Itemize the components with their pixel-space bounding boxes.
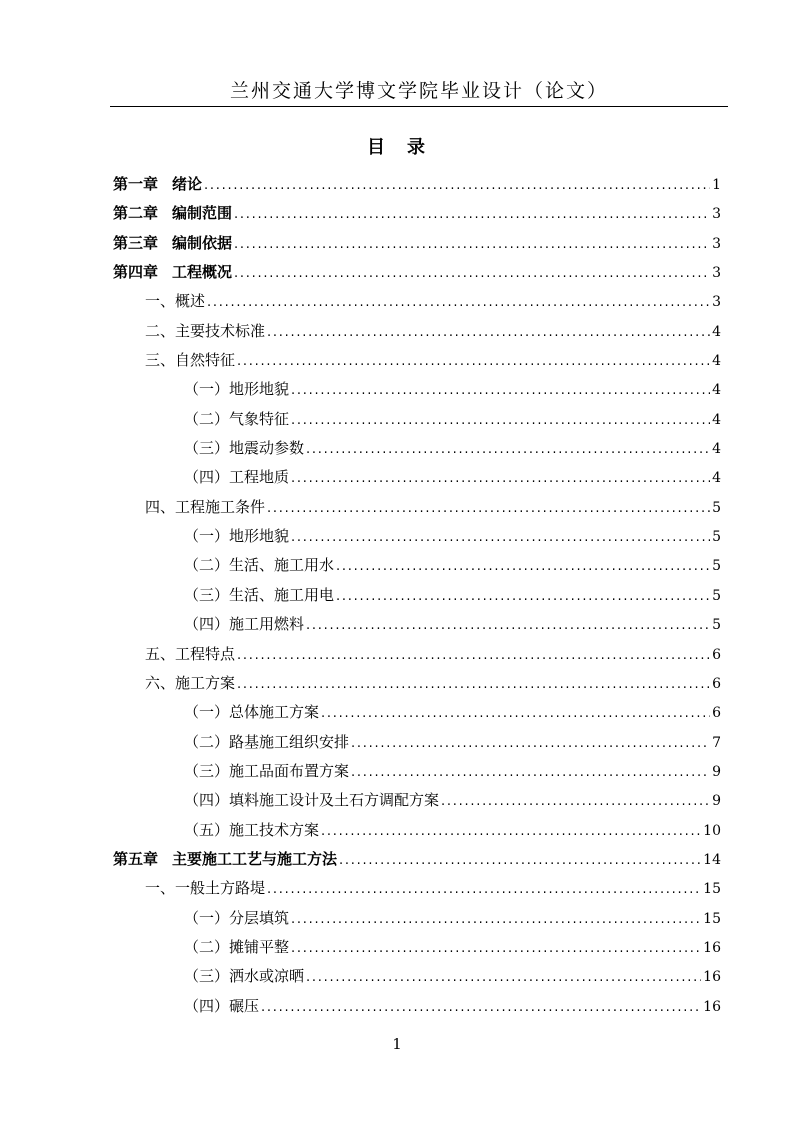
toc-entry-page: 1 [712, 177, 721, 193]
toc-entry-label [184, 522, 289, 551]
toc-entry-label [184, 904, 289, 933]
toc-entry[interactable] [113, 757, 721, 786]
toc-entry-page: 9 [712, 763, 721, 780]
toc-entry-label [113, 258, 232, 287]
toc-entry-page: 3 [712, 206, 721, 223]
toc-leader-dots [234, 230, 710, 259]
toc-entry-title: （五）施工技术方案 [184, 820, 320, 839]
toc-entry-page: 15 [703, 881, 721, 898]
toc-entry-title: 五、工程特点 [145, 644, 236, 663]
toc-entry-label [184, 463, 289, 492]
toc-leader-dots [441, 787, 710, 816]
toc-leader-dots [237, 641, 710, 670]
toc-entry-page: 4 [712, 323, 721, 340]
toc-entry-page: 9 [712, 793, 721, 810]
toc-entry-title: 绪论 [172, 175, 203, 193]
toc-entry-page: 10 [703, 822, 721, 839]
toc-entry-page: 4 [712, 353, 721, 370]
toc-entry[interactable] [113, 816, 721, 845]
toc-entry-label [113, 229, 232, 258]
toc-entry-page: 4 [712, 411, 721, 428]
toc-entry[interactable] [113, 874, 721, 903]
toc-entry-title: （三）施工品面布置方案 [184, 761, 350, 780]
toc-title-left: 目 [367, 137, 387, 158]
header-rule [110, 106, 728, 107]
toc-entry[interactable] [113, 933, 721, 962]
toc-entry[interactable] [113, 229, 721, 258]
toc-entry-title: 一、一般土方路堤 [145, 879, 266, 898]
toc-entry[interactable] [113, 904, 721, 933]
toc-entry[interactable] [113, 522, 721, 551]
toc-entry-title: 编制依据 [172, 233, 233, 252]
toc-leader-dots [261, 993, 701, 1022]
toc-chapter-number: 第四章 [113, 263, 159, 282]
toc-entry[interactable] [113, 493, 721, 522]
toc-leader-dots [291, 934, 701, 963]
toc-entry-title: （二）气象特征 [184, 409, 290, 428]
table-of-contents [113, 170, 721, 1021]
toc-entry[interactable] [113, 375, 721, 404]
toc-leader-dots [351, 758, 710, 787]
toc-leader-dots [291, 523, 710, 552]
toc-entry-label [184, 728, 349, 757]
toc-entry-title: 工程概况 [172, 263, 233, 282]
toc-entry-label [113, 199, 232, 228]
toc-entry[interactable] [113, 287, 721, 316]
toc-entry-title: 编制范围 [172, 204, 233, 223]
toc-leader-dots [336, 552, 710, 581]
toc-entry-label [184, 816, 319, 845]
toc-entry-page: 6 [712, 646, 721, 663]
toc-chapter-number: 第五章 [113, 849, 159, 868]
toc-entry[interactable] [113, 728, 721, 757]
toc-entry-page: 6 [712, 705, 721, 722]
toc-title [0, 133, 794, 159]
toc-entry-title: （一）地形地貌 [184, 527, 290, 546]
page-header: 兰州交通大学博文学院毕业设计（论文） [229, 80, 608, 102]
toc-leader-dots [267, 875, 701, 904]
toc-leader-dots [351, 729, 710, 758]
toc-entry-page: 15 [703, 910, 721, 927]
toc-entry-label [184, 405, 289, 434]
toc-entry-label [184, 375, 289, 404]
toc-entry[interactable] [113, 317, 721, 346]
toc-entry-label [184, 786, 439, 815]
toc-entry[interactable] [113, 463, 721, 492]
toc-entry[interactable] [113, 786, 721, 815]
toc-entry-page: 5 [712, 587, 721, 604]
toc-entry-page: 14 [703, 851, 721, 868]
toc-entry-page: 3 [712, 235, 721, 252]
toc-entry-page: 4 [712, 382, 721, 399]
toc-chapter-number: 第一章 [113, 175, 159, 193]
toc-entry[interactable] [113, 962, 721, 991]
toc-entry-label [184, 962, 304, 991]
toc-entry-title: （三）洒水或凉晒 [184, 967, 305, 986]
toc-leader-dots [237, 347, 710, 376]
toc-leader-dots [267, 318, 710, 347]
toc-entry-title: （二）路基施工组织安排 [184, 732, 350, 751]
toc-entry-title: （二）摊铺平整 [184, 937, 290, 956]
toc-entry[interactable] [113, 669, 721, 698]
toc-entry-title: 二、主要技术标准 [145, 321, 266, 340]
toc-entry-page: 5 [712, 558, 721, 575]
toc-entry-title: （四）施工用燃料 [184, 615, 305, 634]
toc-leader-dots [306, 435, 710, 464]
toc-entry-label [184, 434, 304, 463]
toc-entry[interactable] [113, 258, 721, 287]
toc-entry-label [145, 669, 235, 698]
toc-entry-label [184, 610, 304, 639]
toc-entry-page: 5 [712, 529, 721, 546]
toc-leader-dots [291, 464, 710, 493]
toc-leader-dots [306, 611, 710, 640]
toc-entry-label [184, 698, 319, 727]
toc-entry-title: （二）生活、施工用水 [184, 556, 335, 575]
toc-entry[interactable] [113, 698, 721, 727]
toc-leader-dots [306, 963, 701, 992]
toc-entry-label [113, 845, 337, 874]
toc-leader-dots [234, 259, 710, 288]
toc-leader-dots [291, 406, 710, 435]
toc-entry-label [184, 551, 334, 580]
toc-leader-dots [336, 582, 710, 611]
toc-entry[interactable] [113, 610, 721, 639]
toc-leader-dots [237, 670, 710, 699]
toc-entry[interactable] [113, 170, 721, 199]
toc-title-right: 录 [407, 137, 427, 158]
toc-entry-label [145, 640, 235, 669]
toc-leader-dots [291, 376, 710, 405]
toc-entry-title: （一）地形地貌 [184, 380, 290, 399]
toc-chapter-number: 第二章 [113, 204, 159, 223]
toc-entry[interactable] [113, 434, 721, 463]
toc-entry-title: （四）工程地质 [184, 468, 290, 487]
toc-leader-dots [204, 171, 710, 200]
toc-entry-title: 四、工程施工条件 [145, 497, 266, 516]
toc-entry-label [145, 317, 265, 346]
toc-entry[interactable] [113, 845, 721, 874]
toc-entry-page: 16 [703, 939, 721, 956]
toc-entry-label [184, 933, 289, 962]
toc-entry-title: （四）碾压 [184, 996, 260, 1015]
toc-leader-dots [291, 905, 701, 934]
toc-entry-page: 16 [703, 998, 721, 1015]
toc-entry-label [145, 287, 205, 316]
toc-leader-dots [321, 699, 710, 728]
toc-leader-dots [267, 494, 710, 523]
toc-entry-title: （四）填料施工设计及土石方调配方案 [184, 791, 440, 810]
toc-entry[interactable] [113, 640, 721, 669]
toc-entry-label [145, 493, 265, 522]
toc-entry-label [184, 757, 349, 786]
toc-entry-title: 主要施工工艺与施工方法 [172, 849, 338, 868]
toc-entry-page: 5 [712, 499, 721, 516]
toc-entry-page: 7 [712, 734, 721, 751]
toc-leader-dots [234, 200, 710, 229]
toc-leader-dots [207, 288, 710, 317]
toc-entry[interactable] [113, 346, 721, 375]
toc-entry-page: 4 [712, 441, 721, 458]
toc-entry-title: （一）分层填筑 [184, 908, 290, 927]
toc-entry-label [145, 874, 265, 903]
toc-entry-label [184, 992, 259, 1021]
toc-entry-title: （一）总体施工方案 [184, 703, 320, 722]
toc-entry-title: 一、概述 [145, 292, 206, 311]
toc-entry-title: （三）地震动参数 [184, 439, 305, 458]
toc-entry-label [113, 170, 202, 199]
toc-entry-title: （三）生活、施工用电 [184, 585, 335, 604]
toc-entry[interactable] [113, 992, 721, 1021]
toc-entry[interactable] [113, 405, 721, 434]
toc-entry-page: 4 [712, 470, 721, 487]
toc-entry-label [184, 581, 334, 610]
toc-leader-dots [321, 817, 701, 846]
toc-entry-page: 3 [712, 265, 721, 282]
page-number: 1 [392, 1035, 402, 1053]
toc-chapter-number: 第三章 [113, 233, 159, 252]
toc-leader-dots [339, 846, 701, 875]
toc-entry-page: 5 [712, 617, 721, 634]
toc-entry-title: 六、施工方案 [145, 673, 236, 692]
toc-entry-page: 6 [712, 675, 721, 692]
toc-entry[interactable] [113, 581, 721, 610]
toc-entry-page: 3 [712, 294, 721, 311]
toc-entry-page: 16 [703, 969, 721, 986]
toc-entry[interactable] [113, 551, 721, 580]
toc-entry[interactable] [113, 199, 721, 228]
toc-entry-label [145, 346, 235, 375]
toc-entry-title: 三、自然特征 [145, 351, 236, 370]
